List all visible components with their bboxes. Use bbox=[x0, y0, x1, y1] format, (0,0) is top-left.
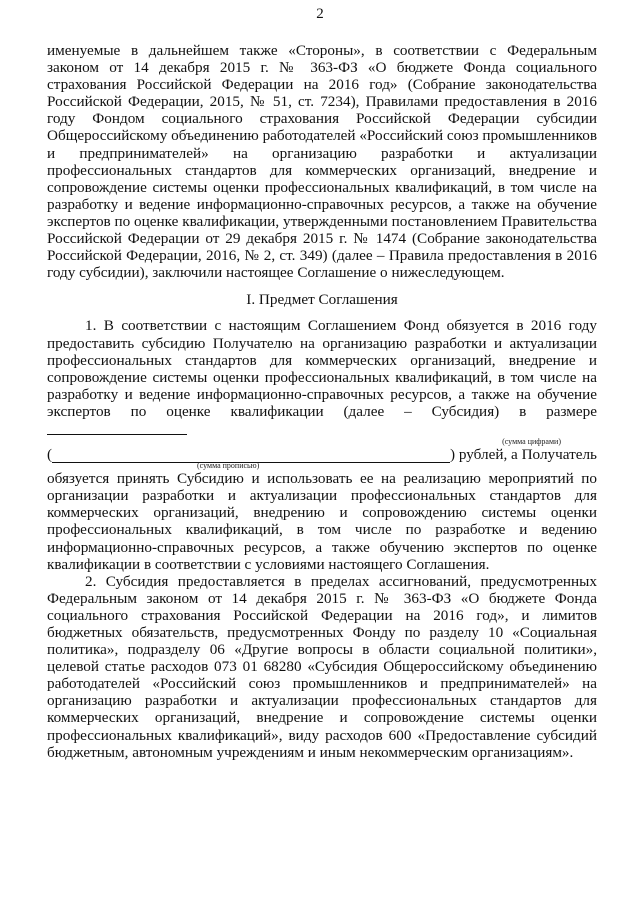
clause-2-text: 2. Субсидия предоставляется в пределах ассигнований, предусмотренных Федеральным законом от 14 декабря 2015 г. № 363-ФЗ «О бюджете Фонда социального страхования Российской Федерации на 2016 год», и лимитов бюджетных обязательств, предусмотренных Фонду по разделу 10 «Социальная политика», подразделу 06 «Другие вопросы в области социальной политики», целевой статье расходов 073 01 68280 «Субсидия Общероссийскому объединению работодателей «Российский союз промышленников и предпринимателей» на организацию разработки и актуализации профессиональных стандартов для коммерческих организаций, внедрение и сопровождение системы оценки профессиональных квалификаций», виду расходов 600 «Предоставление субсидий бюджетным, автономным учреждениям и иным некоммерческим организациям». bbox=[47, 572, 597, 761]
page-number: 2 bbox=[316, 6, 324, 22]
clause-1-part-1: 1. В соответствии с настоящим Соглашением Фонд обязуется в 2016 году предоставить субсидию Получателю на организацию разработки и актуализации профессиональных стандартов для коммерческих организаций, внедрение и сопровождение системы оценки профессиональных квалификаций, в том числе на разработку и ведение информационно-справочных ресурсов, а также на обучение экспертов по оценке квалификации (далее – Субсидия) в размере bbox=[47, 317, 597, 420]
amount-digits-hint: (сумма цифрами) bbox=[502, 437, 561, 447]
clause-1-continuation: обязуется принять Субсидию и использовать ее на реализацию мероприятий по организации разработки и актуализации профессиональных стандартов для коммерческих организаций, внедрению и сопровождению системы оценки профессиональных квалификаций, в том числе по разработке и ведению информационно-справочных ресурсов, а также обучению экспертов по оценке квалификации в соответствии с условиями настоящего Соглашения. bbox=[47, 470, 597, 573]
clause-1-text bbox=[47, 317, 597, 439]
open-paren: ( bbox=[47, 446, 53, 464]
intro-paragraph: именуемые в дальнейшем также «Стороны», в соответствии с Федеральным законом от 14 декабря 2015 г. № 363-ФЗ «О бюджете Фонда социального страхования Российской Федерации на 2016 год» (Собрание законодательства Российской Федерации, 2015, № 51, ст. 7234), Правилами предоставления в 2016 году Фондом социального страхования Российской Федерации субсидии Общероссийскому объединению работодателей «Российский союз промышленников и предпринимателей» на организацию разработки и актуализации профессиональных стандартов для коммерческих организаций, внедрение и сопровождение системы оценки профессиональных квалификаций, в том числе на разработку и ведение информационно-справочных ресурсов, а также на обучение экспертов по оценке квалификации, утвержденными постановлением Правительства Российской Федерации от 29 декабря 2015 г. № 1474 (Собрание законодательства Российской Федерации, 2016, № 2, ст. 349) (далее – Правила предоставления в 2016 году субсидии), заключили настоящее Соглашение о нижеследующем. bbox=[47, 42, 597, 282]
document-body bbox=[47, 42, 597, 761]
amount-digits-blank bbox=[47, 420, 187, 435]
amount-words-row bbox=[47, 446, 597, 463]
amount-words-hint: (сумма прописью) bbox=[197, 461, 260, 471]
close-paren-text: ) рублей, а Получатель bbox=[450, 446, 597, 464]
section-heading: I. Предмет Соглашения bbox=[246, 291, 398, 309]
